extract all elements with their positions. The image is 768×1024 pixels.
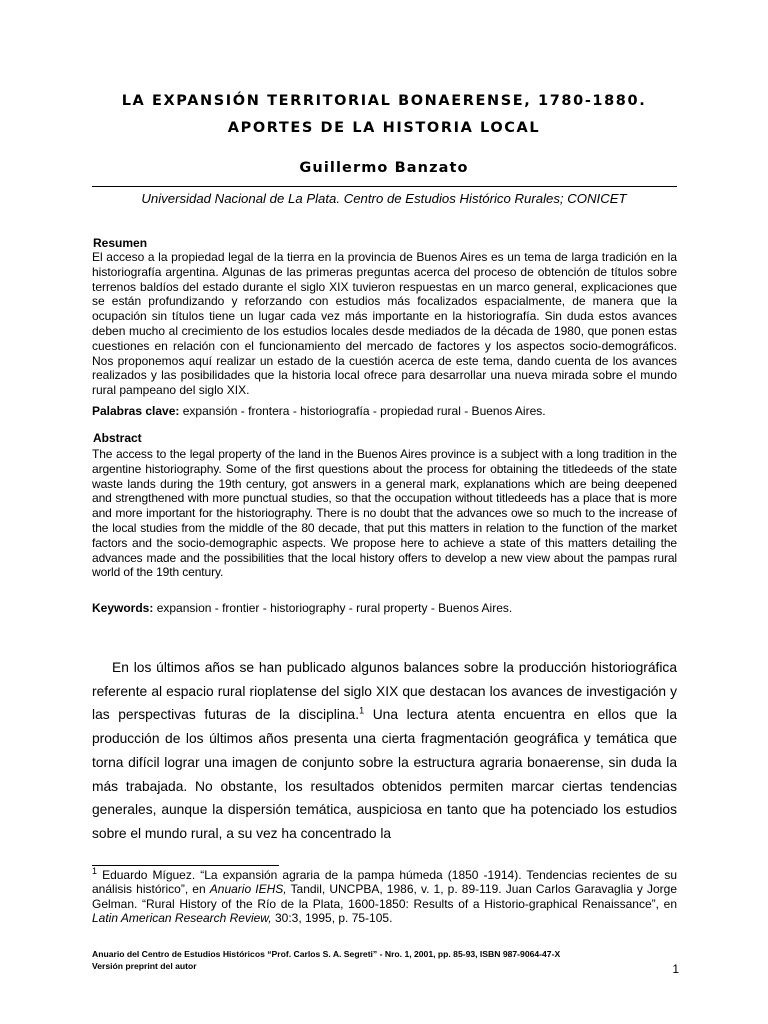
footnote <box>92 868 677 926</box>
abstract-heading: Abstract <box>93 431 142 445</box>
author-name: Guillermo Banzato <box>299 160 469 176</box>
keywords <box>92 601 677 616</box>
keywords-values: expansion - frontier - historiography - rural property - Buenos Aires. <box>156 601 513 615</box>
footnote-journal: Latin American Research Review, <box>92 911 272 926</box>
body-text-part1: En los últimos años se han publicado algunos balances sobre la producción historiográfica referente al espacio rural rioplatense del siglo XIX que destacan los avances de investigación y las perspectivas futuras de la disciplina. <box>92 660 677 723</box>
palabras-clave <box>92 404 677 419</box>
footnote-number: 1 <box>92 866 98 876</box>
footnote-text: Tandil, UNCPBA, 1986, v. 1, p. 89-119. Juan Carlos Garavaglia y Jorge Gelman. “Rural History of the Río de la Plata, 1600-1850: Results of a Historio-graphical Renaissance”, en <box>92 882 677 911</box>
palabras-clave-values: expansión - frontera - historiografía - propiedad rural - Buenos Aires. <box>182 404 546 418</box>
footnote-journal: Anuario IEHS, <box>209 882 287 897</box>
footnote-text: Eduardo Míguez. “La expansión agraria de la pampa húmeda (1850 -1914). Tendencias recientes de su análisis histórico”, en <box>92 868 677 897</box>
footer-citation: Anuario del Centro de Estudios Históricos “Prof. Carlos S. A. Segreti” - Nro. 1, 2001, pp. 85-93, ISBN 987-9064-47-X <box>92 949 561 959</box>
resumen-heading: Resumen <box>93 236 148 250</box>
footnote-reference[interactable]: 1 <box>359 705 365 716</box>
author-affiliation: Universidad Nacional de La Plata. Centro de Estudios Histórico Rurales; CONICET <box>141 191 627 206</box>
footer-version: Versión preprint del autor <box>92 960 197 971</box>
footnote-divider <box>92 865 279 866</box>
paper-title-line1: LA EXPANSIÓN TERRITORIAL BONAERENSE, 1780-1880. <box>121 93 647 109</box>
paper-title-line2: APORTES DE LA HISTORIA LOCAL <box>227 120 541 136</box>
body-paragraph <box>92 656 677 846</box>
page-number: 1 <box>672 962 679 976</box>
body-text-part2: Una lectura atenta encuentra en ellos que la producción de los últimos años presenta una cierta fragmentación geográfica y temática que torna difícil lograr una imagen de conjunto sobre la estructura agraria bonaerense, sin duda la más trabajada. No obstante, los resultados obtenidos permiten marcar ciertas tendencias generales, aunque la dispersión temática, auspiciosa en tanto que ha potenciado los estudios sobre el mundo rural, a su vez ha concentrado la <box>92 707 677 841</box>
keywords-label: Keywords: <box>92 601 154 615</box>
palabras-clave-label: Palabras clave: <box>92 404 180 418</box>
page-footer <box>92 949 677 972</box>
header-divider <box>92 186 677 187</box>
footnote-text: 30:3, 1995, p. 75-105. <box>271 911 393 926</box>
resumen-text: El acceso a la propiedad legal de la tierra en la provincia de Buenos Aires es un tema de larga tradición en la historiografía argentina. Algunas de las primeras preguntas acerca del proceso de obtención de títulos sobre terrenos baldíos del estado durante el siglo XIX tuvieron respuestas en un marco general, explicaciones que se están profundizando y reforzando con estudios más focalizados espacialmente, de manera que la ocupación sin títulos tiene un lugar cada vez más importante en la historiografía. Sin duda estos avances deben mucho al crecimiento de los estudios locales desde mediados de la década de 1980, que ponen estas cuestiones en relación con el funcionamiento del mercado de factores y los aspectos socio-demográficos. Nos proponemos aquí realizar un estado de la cuestión acerca de este tema, dando cuenta de los avances realizados y las posibilidades que la historia local ofrece para desarrollar una nueva mirada sobre el mundo rural pampeano del siglo XIX. <box>92 250 677 398</box>
abstract-text: The access to the legal property of the land in the Buenos Aires province is a subject with a long tradition in the argentine historiography. Some of the first questions about the process for obtaining the titledeeds of the state waste lands during the 19th century, got answers in a general mark, explanations which are being deepened and strengthened with more punctual studies, so that the occupation without titledeeds has a place that is more and more important for the historiography. There is no doubt that the advances owe so much to the increase of the local studies from the middle of the 80 decade, that put this matters in relation to the function of the market factors and the socio-demographic aspects. We propose here to achieve a state of this matters detailing the advances made and the possibilities that the local history offers to develop a new view about the pampas rural world of the 19th century. <box>92 447 677 580</box>
